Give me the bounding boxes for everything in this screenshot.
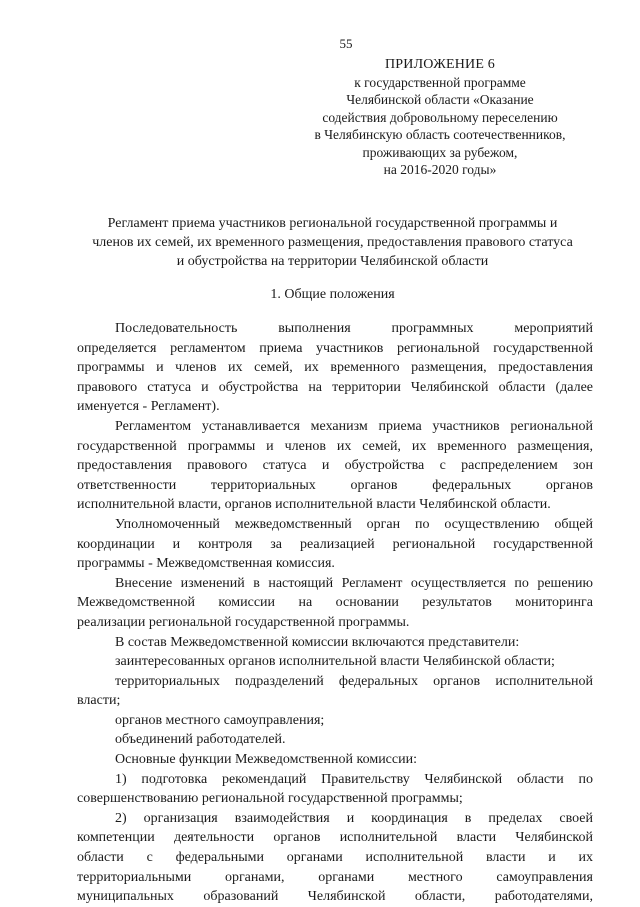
body-line: Уполномоченный межведомственный орган по осуществлению общей [115, 516, 593, 532]
body-text [77, 319, 593, 907]
appendix-line: в Челябинскую область соотечественников, [314, 127, 566, 142]
body-line: муниципальных образований Челябинской области, работодателями, [77, 889, 593, 905]
body-line: Межведомственной комиссии на основании результатов мониторинга [77, 595, 593, 611]
body-line: правового статуса и обустройства на территории Челябинской области (далее [77, 379, 593, 395]
body-line: 1) подготовка рекомендаций Правительству Челябинской области по [115, 771, 593, 787]
body-line: 2) организация взаимодействия и координация в пределах своей [115, 810, 593, 826]
body-line: объединений работодателей. [115, 732, 286, 748]
appendix-line: на 2016-2020 годы» [383, 162, 497, 177]
section-heading: 1. Общие положения [270, 287, 395, 302]
page-number: 55 [339, 36, 353, 51]
body-line: Внесение изменений в настоящий Регламент осуществляется по решению [115, 575, 593, 591]
regulation-title-line: членов их семей, их временного размещения, предоставления правового статуса [92, 235, 573, 250]
body-line: Регламентом устанавливается механизм приема участников региональной [115, 418, 593, 434]
body-line: координации и контроля за реализацией региональной государственной [77, 536, 593, 552]
body-line: территориальными органами, органами местного самоуправления [77, 869, 593, 885]
regulation-title-line: и обустройства на территории Челябинской области [176, 254, 489, 269]
appendix-line: проживающих за рубежом, [362, 144, 518, 160]
body-line: органов местного самоуправления; [115, 712, 325, 728]
body-line: программы - Межведомственная комиссия. [77, 556, 335, 572]
appendix-line: к государственной программе [354, 74, 526, 90]
body-line: компетенции деятельности органов исполнительной власти Челябинской [77, 830, 593, 846]
regulation-title [60, 214, 605, 271]
body-line: исполнительной власти, органов исполнительной власти Челябинской области. [77, 497, 551, 513]
body-line: программы и членов их семей, их временного размещения, предоставления [77, 360, 593, 376]
body-line: совершенствованию региональной государственной программы; [77, 791, 463, 807]
body-line: реализации региональной государственной программы. [77, 614, 410, 630]
body-line: именуется - Регламент). [77, 399, 220, 415]
body-line: предоставления правового статуса и обустройства с распределением зон [77, 458, 593, 474]
body-line: В состав Межведомственной комиссии включаются представители: [115, 634, 520, 650]
body-line: определяется регламентом приема участников региональной государственной [77, 340, 593, 356]
body-line: области с федеральными органами исполнительной власти и их [77, 850, 593, 866]
body-line: ответственности территориальных органов федеральных органов [77, 477, 593, 493]
body-line: Основные функции Межведомственной комиссии: [115, 752, 417, 768]
appendix-header [290, 56, 590, 179]
body-line: территориальных подразделений федеральных органов исполнительной [115, 673, 593, 689]
body-line: государственной программы и членов их семей, их временного размещения, [77, 438, 593, 454]
appendix-line: Челябинской области «Оказание [346, 92, 534, 107]
body-line: власти; [77, 693, 121, 709]
appendix-line: содействия добровольному переселению [322, 109, 558, 125]
body-line: Последовательность выполнения программных мероприятий [115, 321, 593, 336]
regulation-title-line: Регламент приема участников региональной государственной программы и [107, 216, 558, 231]
body-line: заинтересованных органов исполнительной власти Челябинской области; [115, 654, 555, 670]
appendix-title: ПРИЛОЖЕНИЕ 6 [384, 57, 496, 72]
